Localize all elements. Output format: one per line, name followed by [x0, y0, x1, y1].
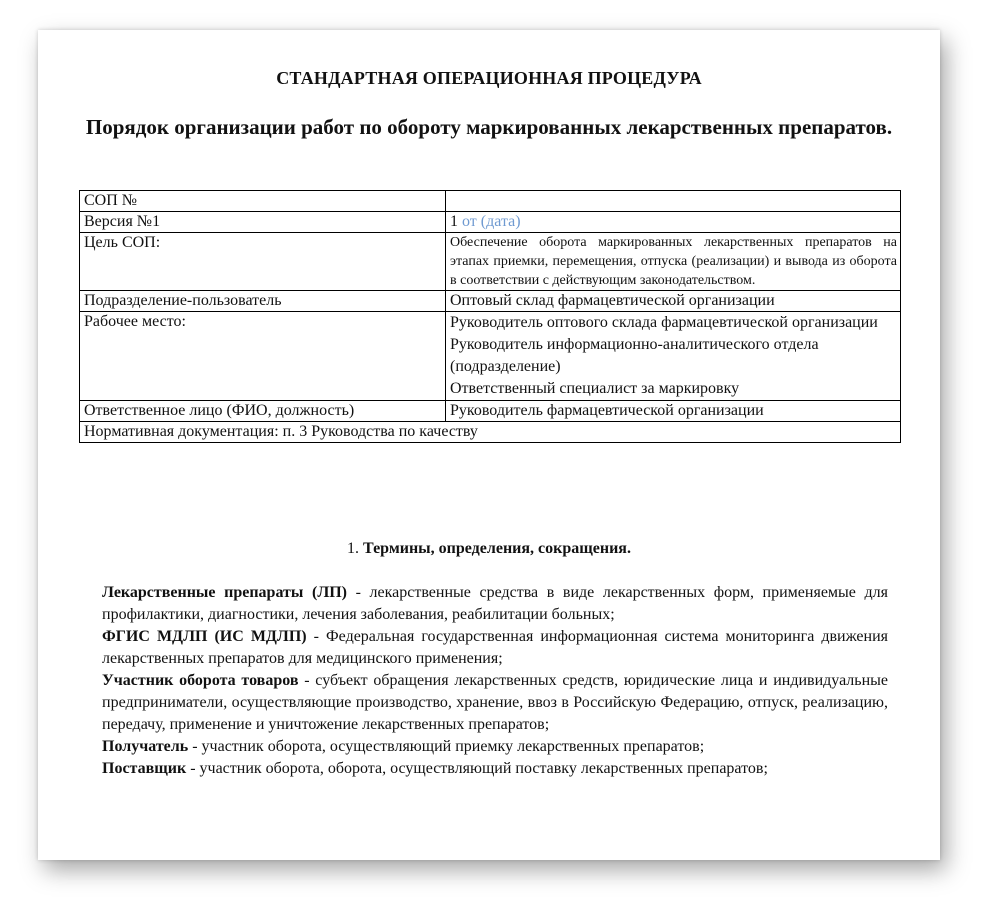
term-entry [102, 670, 888, 736]
table-row [80, 233, 901, 291]
responsible-label: Ответственное лицо (ФИО, должность) [80, 401, 446, 422]
sop-no-value [446, 191, 901, 212]
term-definition: - Федеральная государственная информационная система мониторинга движения лекарственных препаратов для медицинского применения; [102, 628, 889, 667]
goal-value: Обеспечение оборота маркированных лекарственных препаратов на этапах приемки, перемещения, отпуска (реализации) и вывода из оборота в соответствии с действующим законодательством. [446, 233, 901, 291]
term-definition: - субъект обращения лекарственных средств, юридические лица и индивидуальные предприниматели, осуществляющие производство, хранение, ввоз в Российскую Федерацию, отпуск, реализацию, передачу, применение и уничтожение лекарственных препаратов; [102, 672, 889, 733]
term-name: Участник оборота товаров [102, 672, 299, 689]
workplace-item: Руководитель оптового склада фармацевтической организации [450, 314, 878, 331]
document-subtitle: Порядок организации работ по обороту маркированных лекарственных препаратов. [85, 115, 893, 139]
term-entry [102, 626, 888, 670]
term-name: Получатель [102, 738, 189, 755]
workplace-item: Ответственный специалист за маркировку [450, 380, 740, 397]
table-row [80, 291, 901, 312]
section-title: Термины, определения, сокращения. [363, 540, 631, 557]
version-label: Версия №1 [80, 212, 446, 233]
table-row [80, 191, 901, 212]
sop-no-label: СОП № [80, 191, 446, 212]
table-row [80, 212, 901, 233]
term-name: ФГИС МДЛП (ИС МДЛП) [102, 628, 307, 645]
workplace-item: Руководитель информационно-аналитического отдела (подразделение) [450, 336, 819, 375]
division-label: Подразделение-пользователь [80, 291, 446, 312]
section-heading [38, 540, 940, 558]
term-definition: - участник оборота, оборота, осуществляющий поставку лекарственных препаратов; [186, 760, 768, 777]
workplace-label: Рабочее место: [80, 312, 446, 401]
version-value [446, 212, 901, 233]
version-date-link[interactable]: от (дата) [462, 213, 521, 230]
division-value: Оптовый склад фармацевтической организации [446, 291, 901, 312]
document-title: СТАНДАРТНАЯ ОПЕРАЦИОННАЯ ПРОЦЕДУРА [276, 68, 702, 88]
sop-info-table [79, 190, 901, 443]
document-page [38, 30, 940, 860]
table-row [80, 401, 901, 422]
table-row [80, 422, 901, 443]
terms-list [102, 582, 888, 780]
section-number: 1. [347, 540, 360, 557]
term-entry [102, 758, 888, 780]
term-definition: - лекарственные средства в виде лекарственных форм, применяемые для профилактики, диагностики, лечения заболевания, реабилитации больных; [102, 584, 888, 623]
goal-label: Цель СОП: [80, 233, 446, 291]
table-row [80, 312, 901, 401]
term-name: Поставщик [102, 760, 187, 777]
term-definition: - участник оборота, осуществляющий приемку лекарственных препаратов; [188, 738, 705, 755]
version-number: 1 [450, 213, 458, 230]
term-entry [102, 736, 888, 758]
workplace-value [446, 312, 901, 401]
responsible-value: Руководитель фармацевтической организации [446, 401, 901, 422]
term-entry [102, 582, 888, 626]
term-name: Лекарственные препараты (ЛП) [102, 584, 348, 601]
normative-docs: Нормативная документация: п. 3 Руководства по качеству [80, 422, 901, 443]
